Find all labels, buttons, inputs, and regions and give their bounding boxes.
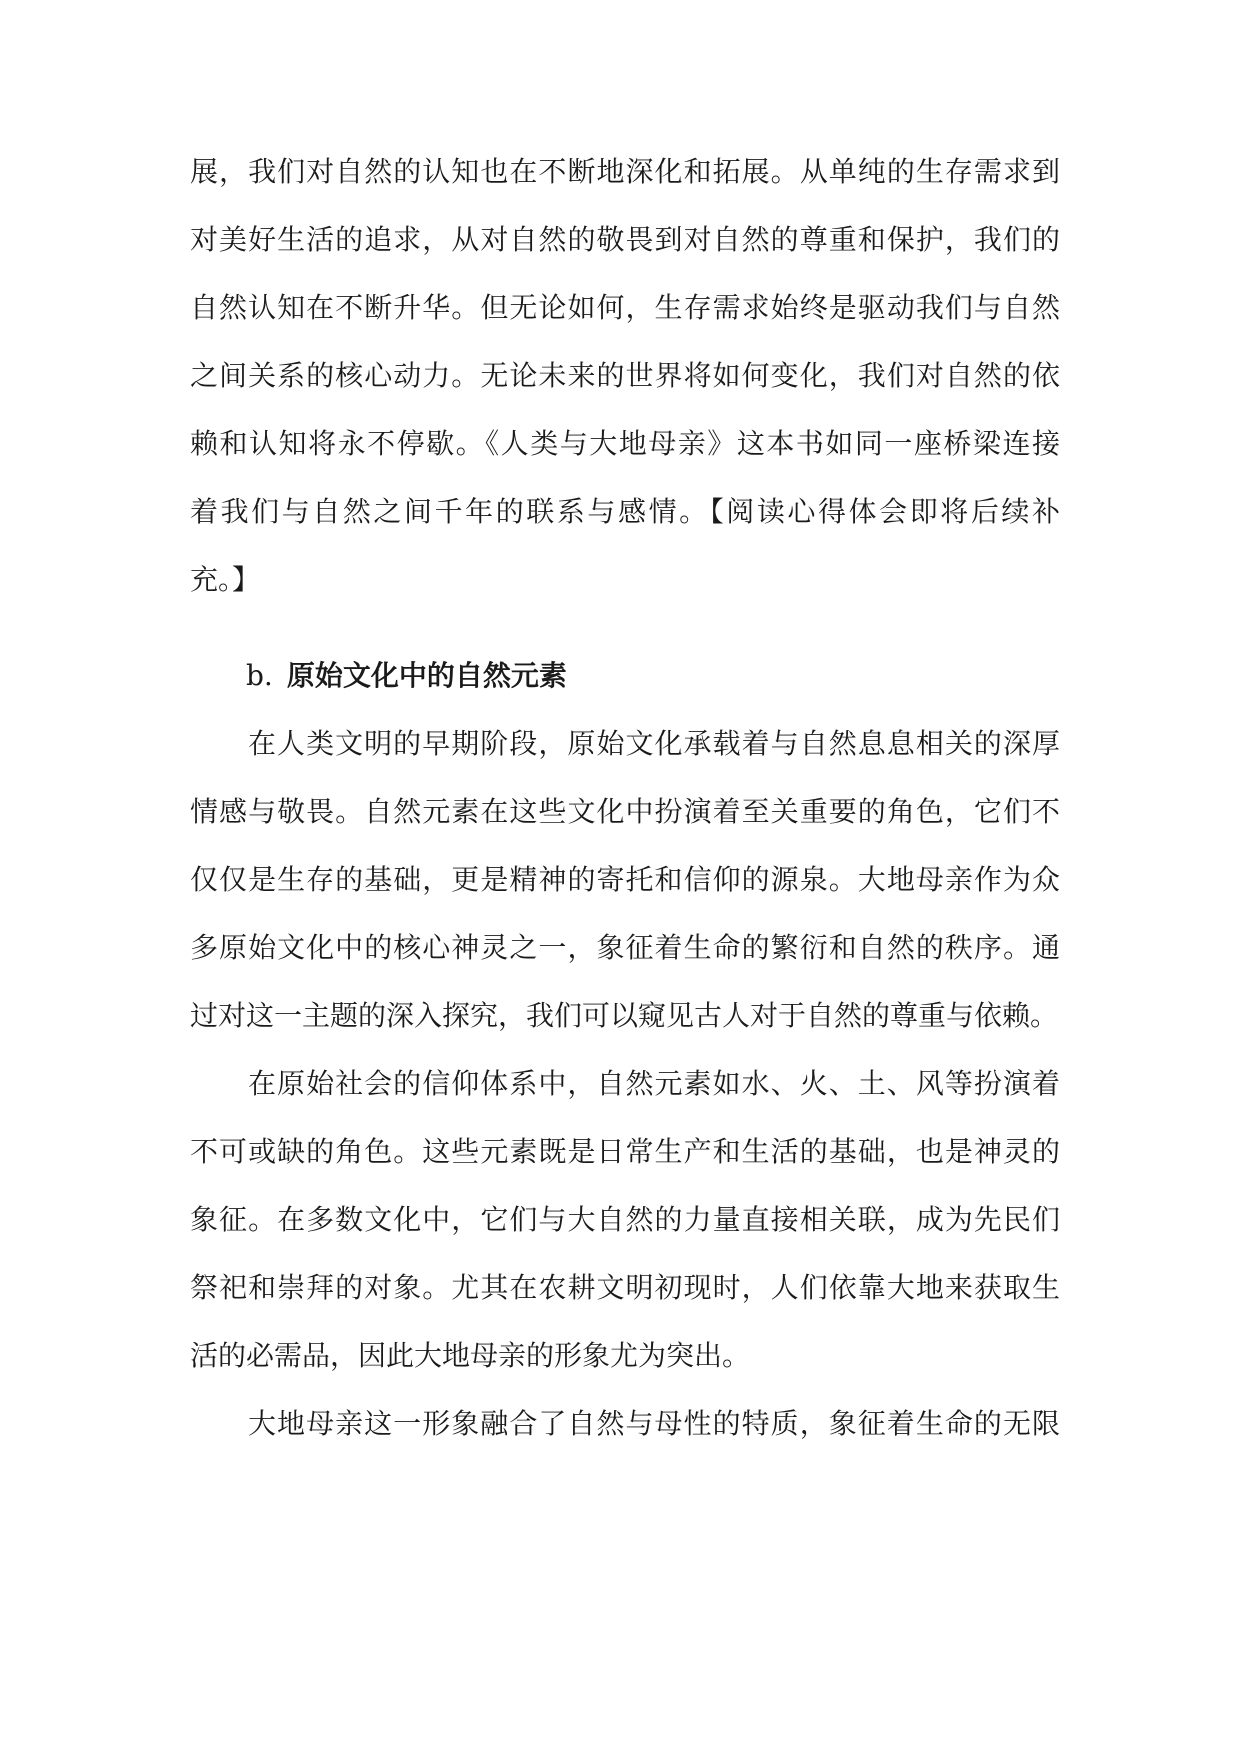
text-line: 活的必需品，因此大地母亲的形象尤为突出。 bbox=[190, 1339, 751, 1372]
section-title: 原始文化中的自然元素 bbox=[286, 659, 567, 692]
paragraph-gap bbox=[190, 624, 1060, 652]
paragraph bbox=[190, 1400, 1060, 1468]
text-line: 在原始社会的信仰体系中，自然元素如水、火、土、风等扮演着 bbox=[248, 1067, 1060, 1100]
text-line: 大地母亲这一形象融合了自然与母性的特质，象征着生命的无限 bbox=[248, 1407, 1060, 1440]
text-line: 着我们与自然之间千年的联系与感情。【阅读心得体会即将后续补 bbox=[190, 495, 1060, 528]
section-heading bbox=[190, 652, 1060, 720]
text-line: 对美好生活的追求，从对自然的敬畏到对自然的尊重和保护，我们的 bbox=[190, 223, 1060, 256]
text-line: 展，我们对自然的认知也在不断地深化和拓展。从单纯的生存需求到 bbox=[190, 155, 1060, 188]
paragraph bbox=[190, 1060, 1060, 1400]
text-line: 在人类文明的早期阶段，原始文化承载着与自然息息相关的深厚 bbox=[248, 727, 1060, 760]
text-line: 不可或缺的角色。这些元素既是日常生产和生活的基础，也是神灵的 bbox=[190, 1135, 1060, 1168]
text-line: 多原始文化中的核心神灵之一，象征着生命的繁衍和自然的秩序。通 bbox=[190, 931, 1060, 964]
document-body bbox=[190, 148, 1060, 1468]
text-line: 祭祀和崇拜的对象。尤其在农耕文明初现时，人们依靠大地来获取生 bbox=[190, 1271, 1060, 1304]
text-line: 情感与敬畏。自然元素在这些文化中扮演着至关重要的角色，它们不 bbox=[190, 795, 1060, 828]
text-line: 象征。在多数文化中，它们与大自然的力量直接相关联，成为先民们 bbox=[190, 1203, 1060, 1236]
paragraph bbox=[190, 720, 1060, 1060]
text-line: 之间关系的核心动力。无论未来的世界将如何变化，我们对自然的依 bbox=[190, 359, 1060, 392]
text-line: 充。】 bbox=[190, 563, 261, 596]
text-line: 过对这一主题的深入探究，我们可以窥见古人对于自然的尊重与依赖。 bbox=[190, 999, 1059, 1032]
section-label: b. bbox=[246, 659, 273, 692]
paragraph-continuation bbox=[190, 148, 1060, 624]
text-line: 赖和认知将永不停歇。《人类与大地母亲》这本书如同一座桥梁连接 bbox=[190, 427, 1060, 460]
text-line: 仅仅是生存的基础，更是精神的寄托和信仰的源泉。大地母亲作为众 bbox=[190, 863, 1060, 896]
text-line: 自然认知在不断升华。但无论如何，生存需求始终是驱动我们与自然 bbox=[190, 291, 1060, 324]
